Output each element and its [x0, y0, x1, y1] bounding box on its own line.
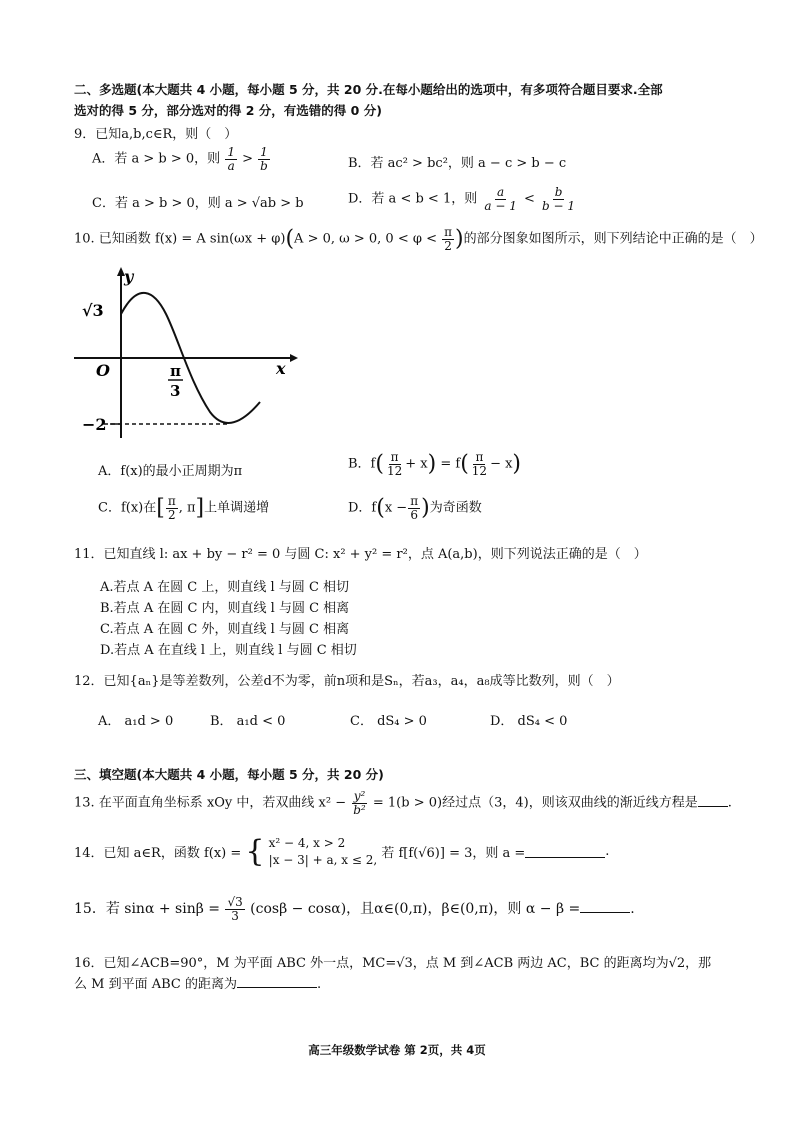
q10-function-graph [70, 262, 300, 442]
q10-d-frac [408, 495, 420, 521]
q10-option-d: D．f(x − $\frac{\pi}{6}$ )为奇函数 [348, 494, 482, 522]
q10-b-pi2: π [475, 450, 484, 464]
q9-d-den1: a − 1 [484, 198, 517, 213]
q9-d-frac1 [482, 186, 518, 212]
q11-option-c: C.若点 A 在圆 C 外，则直线 l 与圆 C 相离 [100, 622, 350, 637]
q10-c-prefix: C．f(x)在 [98, 500, 157, 516]
graph-neg2-label: −2 [82, 415, 107, 434]
q10-option-a: A．f(x)的最小正周期为π [98, 464, 243, 479]
q11-option-d: D.若点 A 在直线 l 上，则直线 l 与圆 C 相切 [100, 643, 357, 658]
q10-stem-cond: A > 0, ω > 0, 0 < φ < [294, 231, 437, 247]
q10-b-frac2 [470, 451, 489, 477]
page-footer: 高三年级数学试卷 第 2页，共 4页 [308, 1043, 486, 1057]
q13-den: b² [353, 802, 366, 817]
q10-b-mid: + x [405, 456, 428, 472]
section2-header-line1: 二、多选题(本大题共 4 小题，每小题 5 分，共 20 分.在每小题给出的选项中，有多项符合题目要求.全部 [74, 82, 663, 97]
q15-num: √3 [227, 895, 243, 909]
q13-answer-blank[interactable] [698, 794, 728, 807]
section2-header-line2: 选对的得 5 分，部分选对的得 2 分，有选错的得 0 分) [74, 103, 382, 118]
x-axis-arrow [290, 354, 298, 362]
q9-option-a [92, 146, 271, 172]
q9-a-prefix: A．若 a > b > 0，则 [92, 151, 221, 167]
q9-d-num1: a [497, 185, 505, 199]
q14-prefix: 14．已知 a∈R，函数 f(x) = [74, 846, 242, 861]
q10-option-b: B．f( $\frac{\pi}{12}$ + x) = f( $\frac{\pi}{12}$ − x) [348, 450, 522, 478]
q9-option-b: B．若 ac² > bc²，则 a − c > b − c [348, 156, 567, 171]
q15-suffix: (cosβ − cosα)，且α∈(0,π)，β∈(0,π)，则 α − β = [250, 901, 581, 918]
q16-line2-text: 么 M 到平面 ABC 的距离为 [74, 977, 237, 992]
q10-b-d1: 12 [386, 463, 403, 478]
q10-c-suffix: 上单调递增 [204, 500, 270, 516]
q10-stem: 10. 已知函数 f(x) = A sin(ωx + φ)(A > 0, ω > 0, 0 < φ < $\frac{\pi}{2}$ )的部分图象如图所示，则下列结论中正确的是（ ） [74, 225, 763, 253]
q10-stem-frac [442, 226, 454, 252]
q9-a-num1: 1 [227, 145, 235, 159]
q10-d-suffix: 为奇函数 [429, 500, 482, 516]
q10-d-prefix: D．f [348, 500, 377, 516]
q14-answer-blank[interactable] [525, 845, 605, 858]
q10-b-eq: = f [440, 456, 461, 472]
q12-option-b: B． a₁d < 0 [210, 714, 286, 729]
q10-stem-suffix: 的部分图象如图所示，则下列结论中正确的是（ ） [463, 231, 763, 247]
q11-stem: 11．已知直线 l: ax + by − r² = 0 与圆 C: x² + y² = r²，点 A(a,b)，则下列说法正确的是（ ） [74, 547, 647, 562]
q13-frac [351, 790, 368, 816]
q10-c-rest: , π [178, 500, 196, 516]
q14-case2: |x − 3| + a, x ≤ 2, [268, 852, 378, 867]
q16-answer-blank[interactable] [237, 975, 317, 988]
q9-a-rel: > [242, 151, 254, 167]
q9-a-den1: a [227, 158, 235, 173]
q14-case1: x² − 4, x > 2 [268, 836, 346, 851]
graph-origin-label: O [96, 361, 110, 380]
q10-b-pi1: π [390, 450, 399, 464]
q16-line2: 么 M 到平面 ABC 的距离为 . [74, 977, 322, 992]
q10-stem-prefix: 10. 已知函数 f(x) = A sin(ωx + φ) [74, 231, 286, 247]
q15-den: 3 [231, 908, 239, 923]
q15: 15．若 sinα + sinβ = $\frac{√3}{3}$ (cosβ − cosα)，且α∈(0,π)，β∈(0,π)，则 α − β = . [74, 895, 635, 923]
q9-stem: 9．已知a,b,c∈R，则（ ） [74, 127, 238, 142]
q13-suffix: = 1(b > 0)经过点（3，4)，则该双曲线的渐近线方程是 [372, 795, 698, 811]
q13: 13. 在平面直角坐标系 xOy 中，若双曲线 x² − $\frac{\text{y²}}{\text{b²}}$ = 1(b > 0)经过点（3，4)，则该双曲线的渐近线方程是 . [74, 789, 732, 817]
q13-prefix: 13. 在平面直角坐标系 xOy 中，若双曲线 x² − [74, 795, 347, 811]
q12-stem: 12．已知{aₙ}是等差数列，公差d不为零，前n项和是Sₙ，若a₃，a₄，a₈成等比数列，则（ ） [74, 674, 620, 689]
graph-sqrt3-label: √3 [82, 301, 104, 320]
q15-frac [225, 896, 244, 922]
q10-d-six: 6 [410, 507, 418, 522]
q10-option-c: C．f(x)在[ $\frac{\pi}{2}$ , π]上单调递增 [98, 494, 270, 522]
q9-d-den2: b − 1 [542, 198, 576, 213]
q14-cases [269, 835, 378, 867]
q9-d-num2: b [554, 185, 563, 199]
q10-b-frac1 [385, 451, 404, 477]
q10-d-pi: π [410, 494, 419, 508]
section3-header: 三、填空题(本大题共 4 小题，每小题 5 分，共 20 分) [74, 767, 384, 782]
q9-option-d [348, 186, 578, 212]
graph-3-label: 3 [170, 382, 181, 400]
q15-answer-blank[interactable] [580, 900, 630, 913]
q9-d-prefix: D．若 a < b < 1，则 [348, 191, 478, 207]
q13-num: y² [353, 789, 366, 803]
q9-a-frac2 [258, 146, 270, 172]
q9-option-c: C．若 a > b > 0，则 a > √ab > b [92, 196, 304, 211]
q9-d-rel: < [523, 191, 535, 207]
q11-option-b: B.若点 A 在圆 C 内，则直线 l 与圆 C 相离 [100, 601, 350, 616]
q16-line1: 16．已知∠ACB=90°，M 为平面 ABC 外一点，MC=√3，点 M 到∠ACB 两边 AC，BC 的距离均为√2，那 [74, 956, 712, 971]
graph-pi-label: π [170, 362, 181, 380]
q9-a-den2: b [260, 158, 268, 173]
q12-option-a: A． a₁d > 0 [98, 714, 174, 729]
graph-x-label: x [276, 359, 286, 378]
q10-c-two: 2 [167, 507, 176, 522]
q9-d-frac2 [540, 186, 577, 212]
q12-option-c: C． dS₄ > 0 [350, 714, 427, 729]
q14-mid: 若 f[f(√6)] = 3，则 a = [381, 846, 526, 861]
q10-b-end: − x [490, 456, 513, 472]
q10-d-x: x − [384, 500, 408, 516]
q10-b-prefix: B．f [348, 456, 376, 472]
q12-option-d: D． dS₄ < 0 [490, 714, 568, 729]
q10-c-pi: π [167, 494, 176, 508]
q11-option-a: A.若点 A 在圆 C 上，则直线 l 与圆 C 相切 [100, 580, 350, 595]
q9-a-frac1 [225, 146, 237, 172]
graph-y-label: y [124, 267, 134, 286]
q10-stem-two: 2 [444, 238, 452, 253]
q10-c-frac [166, 495, 178, 521]
q9-a-num2: 1 [260, 145, 268, 159]
q14: 14．已知 a∈R，函数 f(x) = { x² − 4, x > 2 |x − 3| + a, x ≤ 2, 若 f[f(√6)] = 3，则 a = . [74, 834, 610, 869]
q15-prefix: 15．若 sinα + sinβ = [74, 901, 220, 918]
q10-b-d2: 12 [471, 463, 488, 478]
q10-stem-pi: π [444, 225, 453, 239]
